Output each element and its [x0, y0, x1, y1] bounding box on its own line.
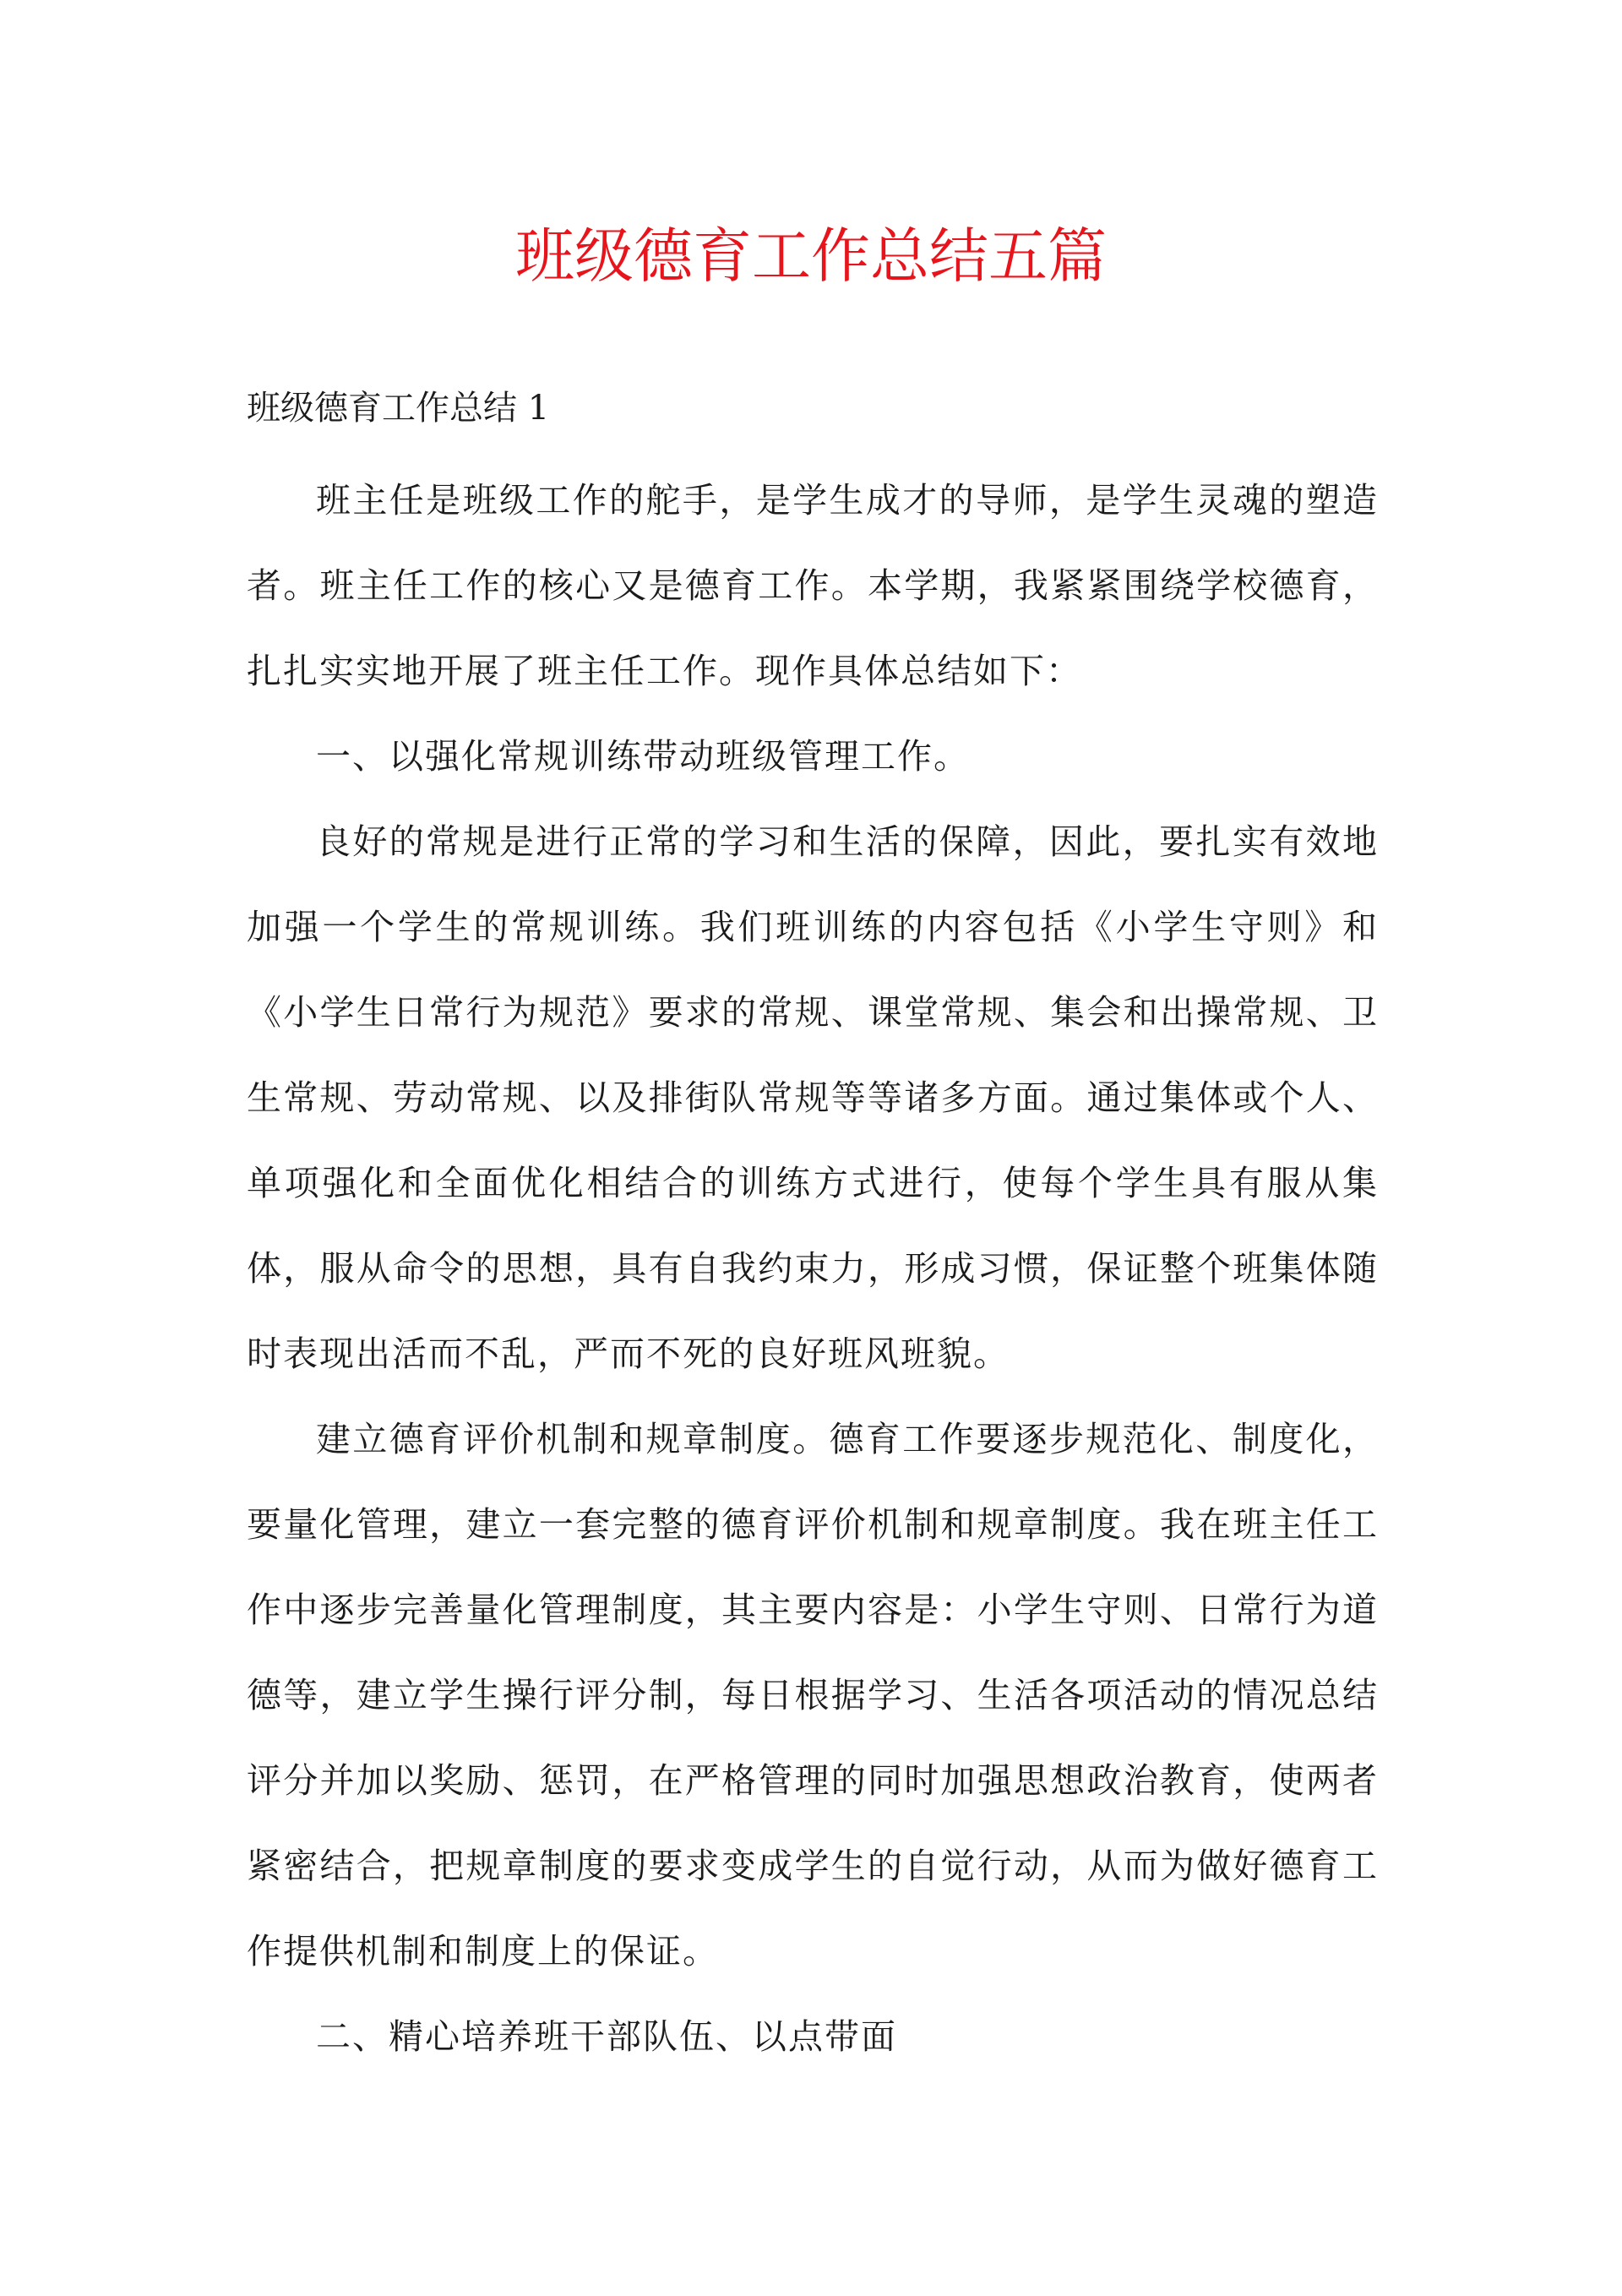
paragraph-heading-one: 一、以强化常规训练带动班级管理工作。: [316, 736, 970, 777]
document-body: [247, 458, 1379, 2080]
paragraph-routine-training: 良好的常规是进行正常的学习和生活的保障，因此，要扎实有效地加强一个学生的常规训练。我们班训练的内容包括《小学生守则》和《小学生日常行为规范》要求的常规、课堂常规、集会和出操常规、卫生常规、劳动常规、以及排街队常规等等诸多方面。通过集体或个人、单项强化和全面优化相结合的训练方式进行，使每个学生具有服从集体，服从命令的思想，具有自我约束力，形成习惯，保证整个班集体随时表现出活而不乱，严而不死的良好班风班貌。: [247, 821, 1379, 1374]
paragraph-intro: 班主任是班级工作的舵手，是学生成才的导师，是学生灵魂的塑造者。班主任工作的核心又是德育工作。本学期，我紧紧围绕学校德育，扎扎实实地开展了班主任工作。现作具体总结如下：: [247, 480, 1379, 691]
section-heading: 班级德育工作总结 1: [247, 389, 550, 428]
document-title: 班级德育工作总结五篇: [515, 221, 1107, 291]
paragraph-heading-two: 二、精心培养班干部队伍、以点带面: [316, 2016, 897, 2057]
paragraph-evaluation-system: 建立德育评价机制和规章制度。德育工作要逐步规范化、制度化，要量化管理，建立一套完整的德育评价机制和规章制度。我在班主任工作中逐步完善量化管理制度，其主要内容是：小学生守则、日常行为道德等，建立学生操行评分制，每日根据学习、生活各项活动的情况总结评分并加以奖励、惩罚，在严格管理的同时加强思想政治教育，使两者紧密结合，把规章制度的要求变成学生的自觉行动，从而为做好德育工作提供机制和制度上的保证。: [247, 1419, 1379, 1972]
